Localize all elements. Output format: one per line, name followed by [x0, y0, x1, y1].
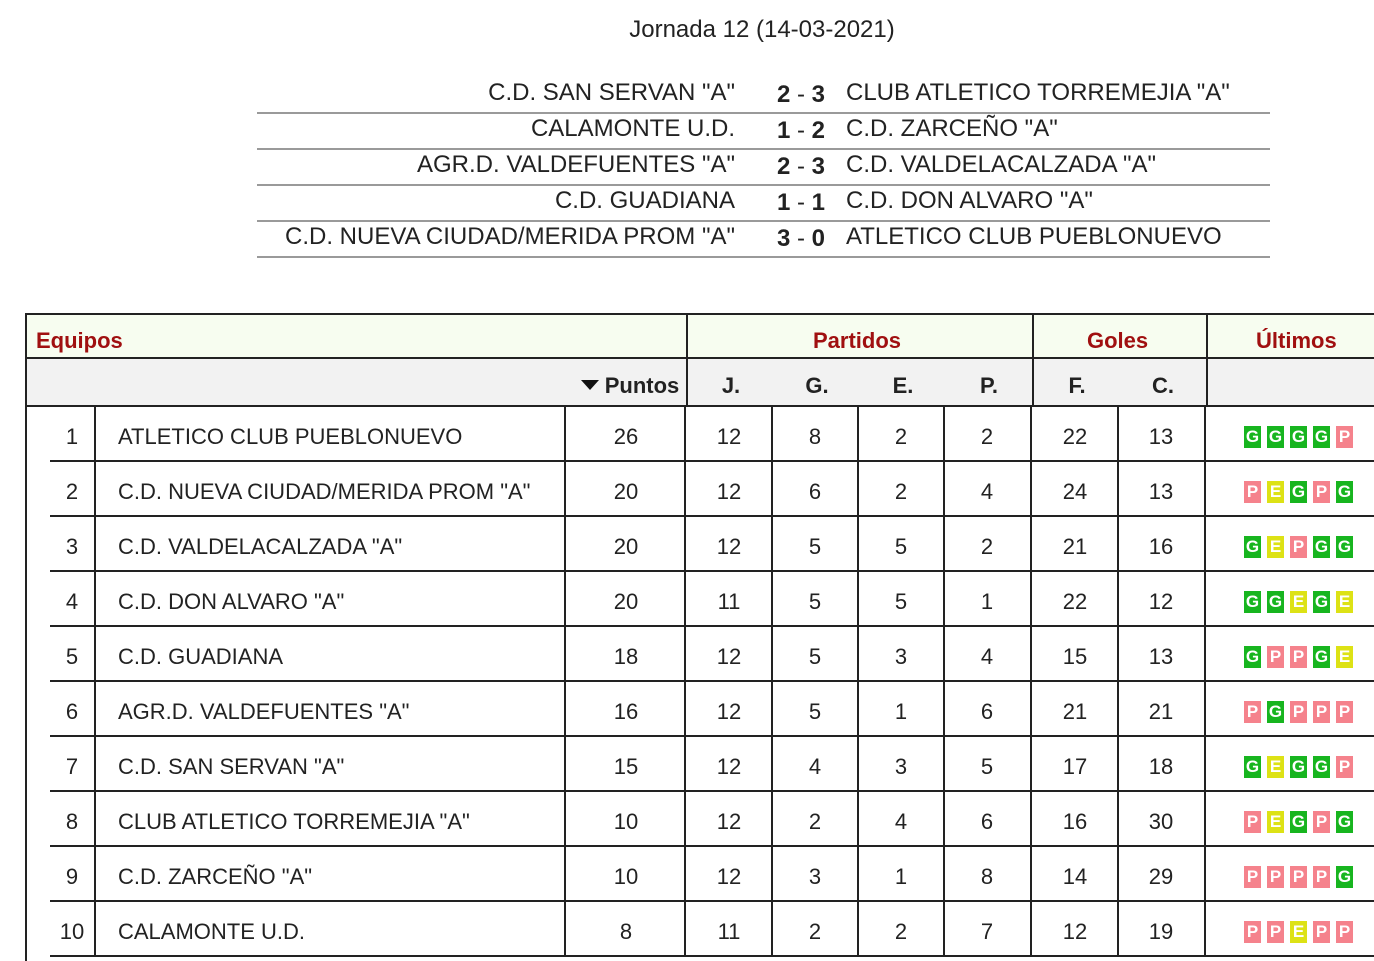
form-badge: P [1313, 701, 1330, 723]
stat-p: 4 [980, 644, 994, 669]
form-badge: P [1336, 426, 1353, 448]
recent-form [1244, 921, 1352, 943]
stat-pts: 16 [613, 699, 639, 724]
stat-pts: 18 [613, 644, 639, 669]
recent-form [1244, 811, 1352, 833]
table-row [25, 572, 1374, 627]
stat-c: 12 [1148, 589, 1174, 614]
score-separator: - [797, 153, 805, 180]
divider [1032, 315, 1034, 359]
form-badge: P [1244, 811, 1261, 833]
standings-table [25, 313, 1374, 961]
away-team: C.D. ZARCEÑO "A" [846, 115, 1058, 142]
match-row [257, 185, 1270, 222]
match-row [257, 77, 1270, 114]
match-score [762, 189, 840, 217]
away-team: ATLETICO CLUB PUEBLONUEVO [846, 223, 1222, 250]
stat-j: 12 [716, 809, 742, 834]
stat-f: 21 [1062, 699, 1088, 724]
form-badge: P [1244, 921, 1261, 943]
divider [1206, 315, 1208, 359]
form-badge: E [1336, 591, 1353, 613]
stat-j: 12 [716, 424, 742, 449]
column-header-row [25, 359, 1374, 407]
f-column-header[interactable]: F. [1068, 373, 1086, 398]
recent-form [1244, 481, 1352, 503]
team-name[interactable]: C.D. VALDELACALZADA "A" [118, 534, 403, 559]
column-divider [1204, 517, 1206, 572]
away-team: C.D. VALDELACALZADA "A" [846, 151, 1157, 178]
stat-p: 2 [980, 534, 994, 559]
stat-pts: 10 [613, 809, 639, 834]
stat-j: 12 [716, 644, 742, 669]
form-badge: G [1314, 647, 1329, 666]
stat-f: 14 [1062, 864, 1088, 889]
form-badge: E [1267, 481, 1284, 503]
stat-p: 6 [980, 809, 994, 834]
form-badge: G [1268, 427, 1283, 446]
stat-j: 11 [717, 919, 741, 944]
home-team: AGR.D. VALDEFUENTES "A" [417, 151, 735, 178]
column-divider [94, 737, 96, 792]
stat-g: 2 [808, 919, 822, 944]
sort-descending-icon [581, 380, 599, 390]
equipos-header: Equipos [36, 328, 123, 353]
stat-c: 13 [1148, 644, 1174, 669]
stat-c: 13 [1148, 424, 1174, 449]
column-divider [94, 572, 96, 627]
column-divider [94, 902, 96, 957]
column-divider [94, 682, 96, 737]
form-badge: G [1314, 427, 1329, 446]
c-column-header[interactable]: C. [1152, 373, 1174, 398]
stat-e: 4 [894, 809, 908, 834]
stat-f: 15 [1062, 644, 1088, 669]
table-row [25, 682, 1374, 737]
form-badge: E [1290, 921, 1307, 943]
column-divider [94, 847, 96, 902]
form-badge: G [1245, 757, 1260, 776]
stat-g: 5 [808, 534, 822, 559]
position: 6 [65, 699, 79, 724]
form-badge: P [1336, 921, 1353, 943]
team-name[interactable]: C.D. GUADIANA [118, 644, 284, 669]
stat-pts: 20 [613, 479, 639, 504]
away-goals: 3 [811, 153, 826, 180]
form-badge: P [1267, 921, 1284, 943]
form-badge: P [1244, 481, 1261, 503]
match-score [762, 153, 840, 181]
score-separator: - [797, 117, 805, 144]
team-name[interactable]: CALAMONTE U.D. [118, 919, 306, 944]
stat-p: 1 [980, 589, 994, 614]
column-divider [1204, 847, 1206, 902]
stat-pts: 20 [613, 534, 639, 559]
g-column-header[interactable]: G. [805, 373, 829, 398]
match-score [762, 225, 840, 253]
away-goals: 1 [811, 189, 826, 216]
team-name[interactable]: C.D. NUEVA CIUDAD/MERIDA PROM "A" [118, 479, 531, 504]
column-divider [1204, 902, 1206, 957]
form-badge: P [1290, 866, 1307, 888]
table-row [25, 627, 1374, 682]
form-badge: E [1290, 591, 1307, 613]
stat-c: 29 [1148, 864, 1174, 889]
away-goals: 3 [811, 81, 826, 108]
stat-f: 21 [1062, 534, 1088, 559]
position: 1 [65, 424, 79, 449]
team-name[interactable]: C.D. DON ALVARO "A" [118, 589, 345, 614]
form-badge: G [1268, 592, 1283, 611]
team-name[interactable]: AGR.D. VALDEFUENTES "A" [118, 699, 410, 724]
form-badge: E [1267, 536, 1284, 558]
home-goals: 1 [776, 117, 791, 144]
score-separator: - [797, 225, 805, 252]
stat-p: 4 [980, 479, 994, 504]
column-divider [1204, 407, 1206, 462]
stat-f: 17 [1062, 754, 1088, 779]
stat-p: 2 [980, 424, 994, 449]
form-badge: G [1268, 702, 1283, 721]
stat-p: 6 [980, 699, 994, 724]
stat-e: 1 [894, 864, 908, 889]
stat-j: 12 [716, 754, 742, 779]
stat-c: 18 [1148, 754, 1174, 779]
form-badge: P [1290, 646, 1307, 668]
stat-e: 2 [894, 424, 908, 449]
recent-form [1244, 756, 1352, 778]
stat-pts: 8 [619, 919, 633, 944]
stat-p: 8 [980, 864, 994, 889]
form-badge: E [1336, 646, 1353, 668]
match-row [257, 113, 1270, 150]
stat-g: 3 [808, 864, 822, 889]
form-badge: G [1245, 537, 1260, 556]
stat-g: 5 [808, 699, 822, 724]
home-goals: 3 [776, 225, 791, 252]
home-team: CALAMONTE U.D. [530, 115, 735, 142]
stat-c: 21 [1148, 699, 1174, 724]
stat-f: 22 [1062, 424, 1088, 449]
team-name[interactable]: C.D. SAN SERVAN "A" [118, 754, 345, 779]
stat-f: 16 [1062, 809, 1088, 834]
puntos-label: Puntos [604, 373, 680, 398]
column-divider [1204, 627, 1206, 682]
position: 7 [65, 754, 79, 779]
table-row [25, 407, 1374, 462]
form-badge: P [1244, 701, 1261, 723]
position: 9 [65, 864, 79, 889]
stat-p: 5 [980, 754, 994, 779]
form-badge: E [1267, 756, 1284, 778]
round-title: Jornada 12 (14-03-2021) [629, 16, 895, 43]
recent-form [1244, 591, 1352, 613]
stat-j: 12 [716, 534, 742, 559]
form-badge: G [1314, 537, 1329, 556]
stat-g: 5 [808, 589, 822, 614]
stat-pts: 10 [613, 864, 639, 889]
home-goals: 2 [776, 153, 791, 180]
away-goals: 0 [811, 225, 826, 252]
home-team: C.D. NUEVA CIUDAD/MERIDA PROM "A" [285, 223, 735, 250]
position: 4 [65, 589, 79, 614]
stat-g: 2 [808, 809, 822, 834]
stat-f: 12 [1062, 919, 1088, 944]
ultimos-header: Últimos [1256, 328, 1337, 353]
stat-c: 19 [1148, 919, 1174, 944]
stat-j: 12 [716, 699, 742, 724]
recent-form [1244, 536, 1352, 558]
position: 3 [65, 534, 79, 559]
column-divider [94, 407, 96, 462]
j-column-header[interactable]: J. [721, 373, 741, 398]
recent-form [1244, 646, 1352, 668]
stat-e: 2 [894, 919, 908, 944]
form-badge: P [1290, 536, 1307, 558]
table-row [25, 517, 1374, 572]
form-badge: G [1291, 427, 1306, 446]
match-row [257, 221, 1270, 258]
recent-form [1244, 426, 1352, 448]
table-row [25, 902, 1374, 957]
recent-form [1244, 701, 1352, 723]
form-badge: P [1244, 866, 1261, 888]
form-badge: G [1291, 812, 1306, 831]
form-badge: G [1245, 592, 1260, 611]
column-divider [1204, 462, 1206, 517]
column-divider [94, 627, 96, 682]
row-divider [50, 955, 1374, 957]
stat-e: 1 [894, 699, 908, 724]
stat-c: 16 [1148, 534, 1174, 559]
stat-f: 24 [1062, 479, 1088, 504]
stat-e: 3 [894, 644, 908, 669]
stat-g: 5 [808, 644, 822, 669]
score-separator: - [797, 81, 805, 108]
position: 10 [59, 919, 85, 944]
stat-g: 6 [808, 479, 822, 504]
stat-j: 12 [716, 479, 742, 504]
form-badge: G [1245, 647, 1260, 666]
table-row [25, 737, 1374, 792]
match-row [257, 149, 1270, 186]
form-badge: G [1337, 812, 1352, 831]
stat-j: 11 [717, 589, 741, 614]
form-badge: G [1314, 592, 1329, 611]
away-goals: 2 [811, 117, 826, 144]
team-name[interactable]: ATLETICO CLUB PUEBLONUEVO [118, 424, 463, 449]
team-name[interactable]: CLUB ATLETICO TORREMEJIA "A" [118, 809, 470, 834]
stat-j: 12 [716, 864, 742, 889]
home-team: C.D. SAN SERVAN "A" [488, 79, 735, 106]
column-divider [94, 517, 96, 572]
team-name[interactable]: C.D. ZARCEÑO "A" [118, 864, 313, 889]
form-badge: P [1313, 866, 1330, 888]
form-badge: G [1337, 867, 1352, 886]
form-badge: P [1336, 756, 1353, 778]
column-divider [1204, 572, 1206, 627]
group-header-row [25, 313, 1374, 359]
away-team: C.D. DON ALVARO "A" [846, 187, 1093, 214]
column-divider [1204, 792, 1206, 847]
stat-e: 5 [894, 589, 908, 614]
home-goals: 2 [776, 81, 791, 108]
stat-pts: 15 [613, 754, 639, 779]
form-badge: P [1290, 701, 1307, 723]
column-divider [94, 462, 96, 517]
position: 2 [65, 479, 79, 504]
form-badge: G [1291, 482, 1306, 501]
form-badge: P [1313, 811, 1330, 833]
home-goals: 1 [776, 189, 791, 216]
form-badge: G [1337, 482, 1352, 501]
form-badge: E [1267, 811, 1284, 833]
table-row [25, 792, 1374, 847]
away-team: CLUB ATLETICO TORREMEJIA "A" [846, 79, 1230, 106]
column-divider [1204, 737, 1206, 792]
stat-f: 22 [1062, 589, 1088, 614]
form-badge: P [1313, 481, 1330, 503]
form-badge: P [1267, 866, 1284, 888]
stat-p: 7 [980, 919, 994, 944]
e-column-header[interactable]: E. [892, 373, 914, 398]
table-row [25, 462, 1374, 517]
divider [686, 315, 688, 359]
stat-e: 5 [894, 534, 908, 559]
column-divider [1204, 682, 1206, 737]
position: 8 [65, 809, 79, 834]
stat-pts: 20 [613, 589, 639, 614]
form-badge: G [1337, 537, 1352, 556]
match-score [762, 117, 840, 145]
stat-c: 13 [1148, 479, 1174, 504]
column-divider [94, 792, 96, 847]
score-separator: - [797, 189, 805, 216]
stat-g: 8 [808, 424, 822, 449]
table-row [25, 847, 1374, 902]
form-badge: P [1313, 921, 1330, 943]
form-badge: P [1267, 646, 1284, 668]
stat-c: 30 [1148, 809, 1174, 834]
form-badge: G [1245, 427, 1260, 446]
divider [1206, 359, 1208, 405]
puntos-column-header[interactable] [575, 373, 685, 399]
form-badge: P [1336, 701, 1353, 723]
home-team: C.D. GUADIANA [554, 187, 735, 214]
goles-header: Goles [1087, 328, 1149, 353]
stat-e: 3 [894, 754, 908, 779]
position: 5 [65, 644, 79, 669]
stat-e: 2 [894, 479, 908, 504]
partidos-header: Partidos [813, 328, 902, 353]
form-badge: G [1291, 757, 1306, 776]
p-column-header[interactable]: P. [980, 373, 998, 398]
match-score [762, 81, 840, 109]
form-badge: G [1314, 757, 1329, 776]
stat-g: 4 [808, 754, 822, 779]
recent-form [1244, 866, 1352, 888]
stat-pts: 26 [613, 424, 639, 449]
